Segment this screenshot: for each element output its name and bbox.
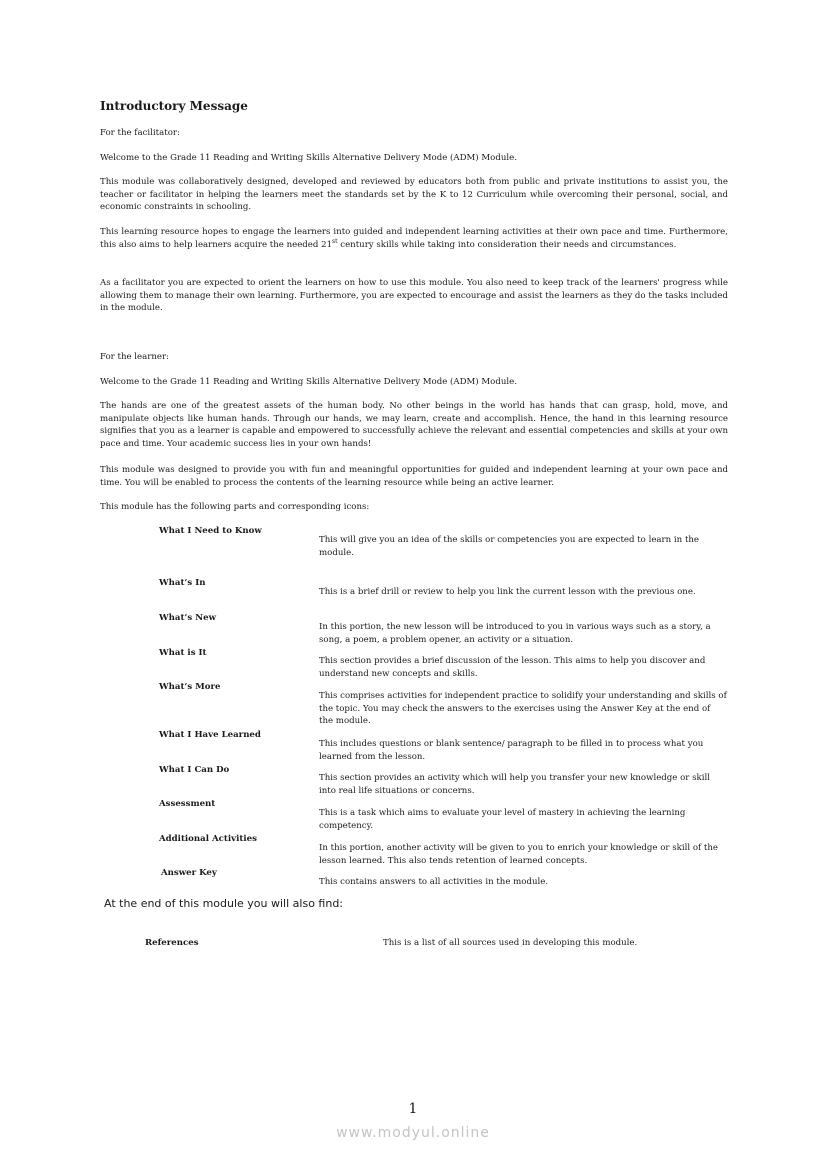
part-description: This will give you an idea of the skills or competencies you are expected to learn in the module. [319, 535, 700, 558]
learner-heading: For the learner: [100, 352, 170, 362]
part-label: What’s More [159, 682, 221, 692]
facilitator-paragraph-2-end: century skills while taking into consideration their needs and circumstances. [337, 239, 677, 250]
part-label: What is It [159, 648, 207, 658]
page-title: Introductory Message [100, 99, 248, 113]
part-label: What I Need to Know [159, 526, 262, 536]
facilitator-paragraph-1: This module was collaboratively designed, developed and reviewed by educators both from public and private institutions to assist you, the teacher or facilitator in helping the learners meet the standards set by the K to 12 Curriculum while overcoming their personal, social, and economic constraints in schooling. [100, 177, 728, 212]
facilitator-paragraph-2 [100, 226, 728, 251]
part-label: What I Have Learned [159, 730, 261, 740]
learner-paragraph-1: The hands are one of the greatest assets of the human body. No other beings in the world has hands that can grasp, hold, move, and manipulate objects like human hands. Through our hands, we may learn, create and accomplish. Hence, the hand in this learning resource signifies that you as a learner is capable and empowered to successfully achieve the relevant and essential competencies and skills at your own pace and time. Your academic success lies in your own hands! [100, 401, 728, 449]
learner-welcome: Welcome to the Grade 11 Reading and Writing Skills Alternative Delivery Mode (ADM) Module. [100, 377, 517, 387]
part-description: In this portion, another activity will be given to you to enrich your knowledge or skill of the lesson learned. This also tends retention of learned concepts. [319, 843, 719, 866]
part-label: What’s New [159, 613, 216, 623]
part-description: This includes questions or blank sentence/ paragraph to be filled in to process what you learned from the lesson. [319, 739, 704, 762]
part-label: Answer Key [161, 868, 217, 878]
facilitator-welcome: Welcome to the Grade 11 Reading and Writing Skills Alternative Delivery Mode (ADM) Module. [100, 153, 517, 163]
references-label: References [145, 938, 199, 948]
facilitator-heading: For the facilitator: [100, 128, 180, 138]
page-number: 1 [408, 1101, 418, 1117]
part-label: Assessment [159, 799, 216, 809]
part-label: What’s In [159, 578, 206, 588]
part-description: This contains answers to all activities in the module. [319, 877, 549, 887]
part-description: This section provides a brief discussion of the lesson. This aims to help you discover and understand new concepts and skills. [319, 656, 706, 679]
facilitator-paragraph-3: As a facilitator you are expected to orient the learners on how to use this module. You also need to keep track of the learners' progress while allowing them to manage their own learning. Furthermore, you are expected to encourage and assist the learners as they do the tasks included in the module. [100, 278, 728, 313]
part-description: This comprises activities for independent practice to solidify your understanding and skills of the topic. You may check the answers to the exercises using the Answer Key at the end of the module. [319, 691, 727, 726]
references-description: This is a list of all sources used in developing this module. [383, 938, 638, 948]
part-label: What I Can Do [159, 765, 230, 775]
parts-intro: This module has the following parts and corresponding icons: [100, 502, 370, 512]
learner-paragraph-2: This module was designed to provide you with fun and meaningful opportunities for guided and independent learning at your own pace and time. You will be enabled to process the contents of the learning resource while being an active learner. [100, 465, 728, 488]
part-label: Additional Activities [159, 834, 257, 844]
ordinal-suffix: st [332, 237, 338, 245]
part-description: This is a task which aims to evaluate your level of mastery in achieving the learning competency. [319, 808, 686, 831]
part-description: This is a brief drill or review to help you link the current lesson with the previous one. [319, 587, 696, 597]
part-description: In this portion, the new lesson will be introduced to you in various ways such as a story, a song, a poem, a problem opener, an activity or a situation. [319, 622, 711, 645]
facilitator-paragraph-2-start: This learning resource hopes to engage the learners into guided and independent learning activities at their own pace and time. Furthermore, this also aims to help learners acquire the needed 21 [100, 227, 728, 250]
watermark: www.modyul.online [336, 1125, 490, 1141]
part-description: This section provides an activity which will help you transfer your new knowledge or skill into real life situations or concerns. [319, 773, 710, 796]
end-note: At the end of this module you will also find: [104, 897, 344, 910]
